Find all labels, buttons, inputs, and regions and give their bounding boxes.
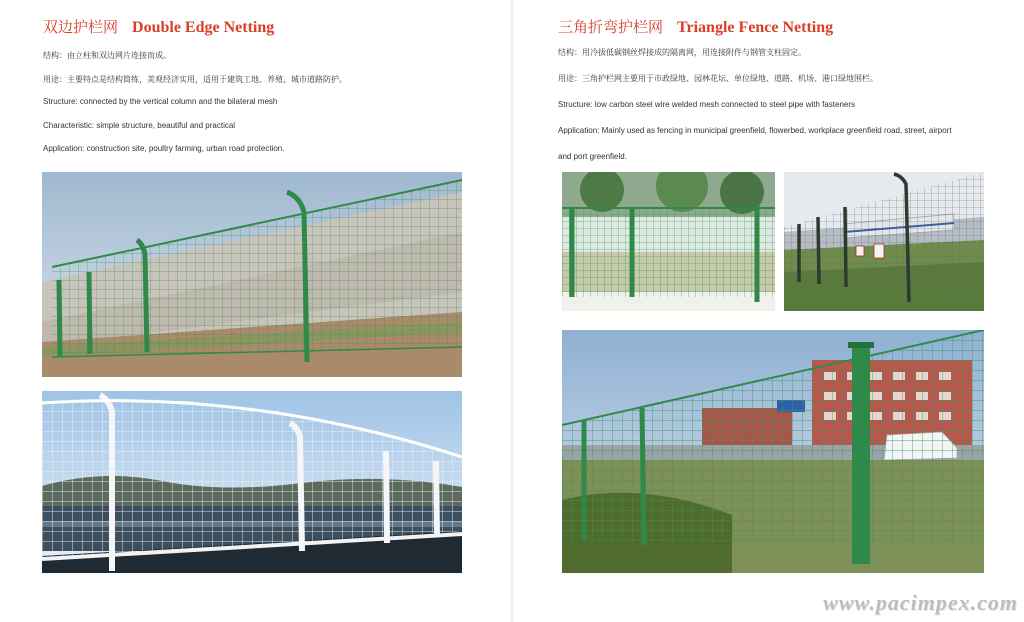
website-watermark: www.pacimpex.com: [823, 590, 1018, 615]
triangle-fence-photo-street: [562, 330, 984, 573]
double-edge-title-cn: 双边护栏网: [43, 18, 119, 36]
triangle-fence-title-en: Triangle Fence Netting: [677, 19, 834, 36]
double-edge-usage-cn: 用途：主要特点是结构简练，美观经济实用，适用于建筑工地、养殖、城市道路防护。: [43, 75, 347, 84]
double-edge-characteristic-en: Characteristic: simple structure, beautiful and practical: [43, 121, 236, 130]
double-edge-structure-cn: 结构：由立柱和双边网片连接而成。: [43, 51, 171, 60]
double-edge-photo-lake: [42, 391, 462, 573]
triangle-fence-title: [558, 16, 833, 37]
triangle-fence-usage-cn: 用途：三角护栏网主要用于市政绿地、园林花坛、单位绿地、道路、机场、港口绿地围栏。: [558, 74, 878, 83]
triangle-fence-photo-railway: [784, 172, 984, 311]
triangle-fence-title-cn: 三角折弯护栏网: [558, 18, 664, 36]
triangle-fence-photo-pool: [562, 172, 775, 311]
double-edge-application-en: Application: construction site, poultry farming, urban road protection.: [43, 144, 285, 153]
right-page: [512, 0, 1024, 622]
triangle-fence-application-en: Application: Mainly used as fencing in municipal greenfield, flowerbed, workplace greenfield road, street, airport: [558, 126, 952, 135]
double-edge-title-en: Double Edge Netting: [132, 19, 275, 36]
double-edge-structure-en: Structure: connected by the vertical column and the bilateral mesh: [43, 97, 278, 106]
triangle-fence-application-en-cont: and port greenfield.: [558, 152, 627, 161]
triangle-fence-structure-cn: 结构：用冷拔低碳钢丝焊接成的隔离网，用连接附件与钢管支柱固定。: [558, 48, 806, 57]
triangle-fence-structure-en: Structure: low carbon steel wire welded mesh connected to steel pipe with fasteners: [558, 100, 856, 109]
double-edge-title: [43, 16, 274, 37]
double-edge-photo-hillside: [42, 172, 462, 377]
